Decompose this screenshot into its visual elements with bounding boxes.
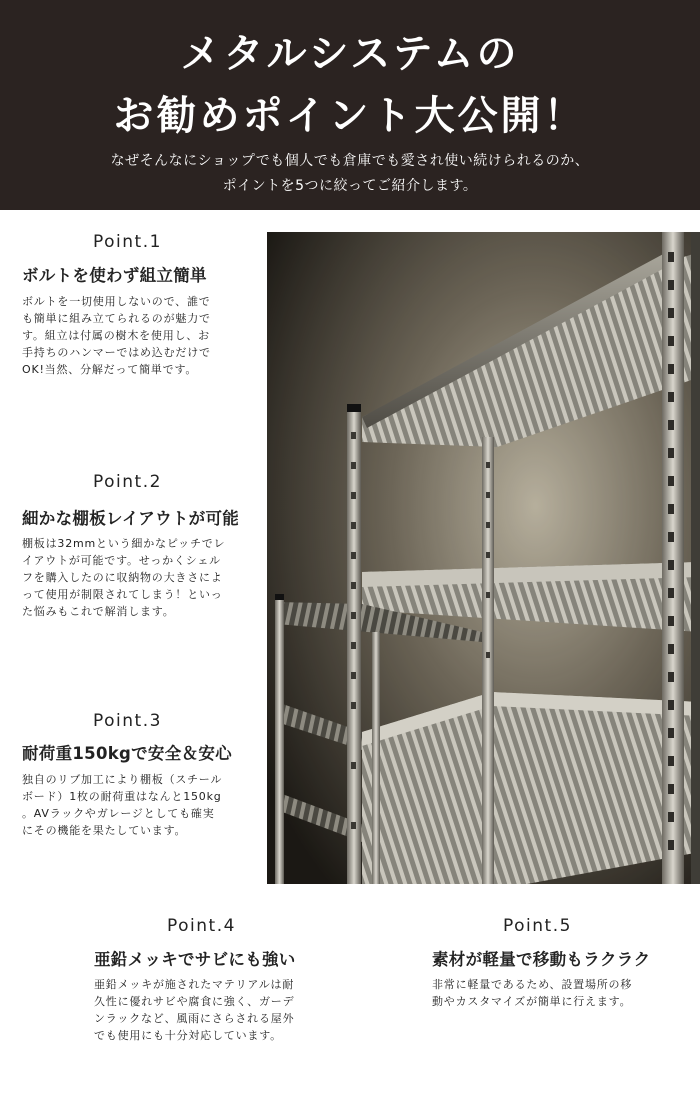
- point-5-heading: 素材が軽量で移動もラクラク: [432, 950, 651, 969]
- header-title-line2: お勧めポイント大公開！: [113, 93, 587, 139]
- point-1-body: [22, 293, 247, 378]
- point-4-heading: 亜鉛メッキでサビにも強い: [94, 950, 296, 969]
- point-4-body-line: 亜鉛メッキが施されたマテリアルは耐: [94, 978, 295, 991]
- point-4-body-line: ンラックなど、風雨にさらされる屋外: [94, 1012, 295, 1025]
- point-3-heading: 耐荷重150kgで安全＆安心: [22, 744, 232, 763]
- point-4-label: Point.4: [167, 916, 236, 936]
- point-2-body-line: た悩みもこれで解消します。: [22, 605, 175, 618]
- point-5-label: Point.5: [503, 916, 572, 936]
- point-3-label: Point.3: [93, 711, 162, 731]
- shelf-upright: [482, 437, 494, 884]
- point-3-body-line: 独自のリブ加工により棚板（スチール: [22, 773, 223, 786]
- point-1-label: Point.1: [93, 232, 162, 252]
- point-5-body-line: 非常に軽量であるため、設置場所の移: [432, 978, 633, 991]
- point-2-body-line: って使用が制限されてしまう！といっ: [22, 588, 223, 601]
- point-5-body-line: 動やカスタマイズが簡単に行えます。: [432, 995, 632, 1008]
- point-2-label: Point.2: [93, 472, 162, 492]
- point-2-body-line: 棚板は32mmという細かなピッチでレ: [22, 537, 226, 550]
- metal-shelf-photo: [267, 232, 700, 884]
- point-1-body-line: ボルトを一切使用しないので、誰で: [22, 295, 211, 308]
- shelf-upright: [275, 597, 284, 884]
- point-3-body-line: にその機能を果たしています。: [22, 824, 187, 837]
- point-1-body-line: 手持ちのハンマーではめ込むだけで: [22, 346, 211, 359]
- point-2-body-line: イアウトが可能です。せっかくシェル: [22, 554, 221, 567]
- point-3-body-line: ボード）1枚の耐荷重はなんと150kg: [22, 790, 222, 803]
- point-1-body-line: OK!当然、分解だって簡単です。: [22, 363, 198, 376]
- point-2-body-line: フを購入したのに収納物の大きさによ: [22, 571, 223, 584]
- header-subtitle-line2: ポイントを5つに絞ってご紹介します。: [222, 178, 478, 194]
- point-3-body-line: 。AVラックやガレージとしても確実: [22, 807, 215, 820]
- point-1-body-line: も簡単に組み立てられるのが魅力で: [22, 312, 211, 325]
- point-2-body: [22, 535, 247, 620]
- point-2-heading: 細かな棚板レイアウトが可能: [22, 509, 240, 528]
- point-1-heading: ボルトを使わず組立簡単: [22, 266, 207, 285]
- point-4-body: [94, 976, 329, 1044]
- point-4-body-line: でも使用にも十分対応しています。: [94, 1029, 282, 1042]
- point-1-body-line: す。組立は付属の樹木を使用し、お: [22, 329, 210, 342]
- header-subtitle-line1: なぜそんなにショップでも個人でも倉庫でも愛され使い続けられるのか、: [110, 153, 590, 169]
- point-5-body: [432, 976, 672, 1010]
- point-3-body: [22, 771, 247, 839]
- header-title-line1: メタルシステムの: [180, 31, 520, 77]
- shelf-upright: [372, 632, 380, 884]
- header-banner: [0, 0, 700, 210]
- point-4-body-line: 久性に優れサビや腐食に強く、ガーデ: [94, 995, 295, 1008]
